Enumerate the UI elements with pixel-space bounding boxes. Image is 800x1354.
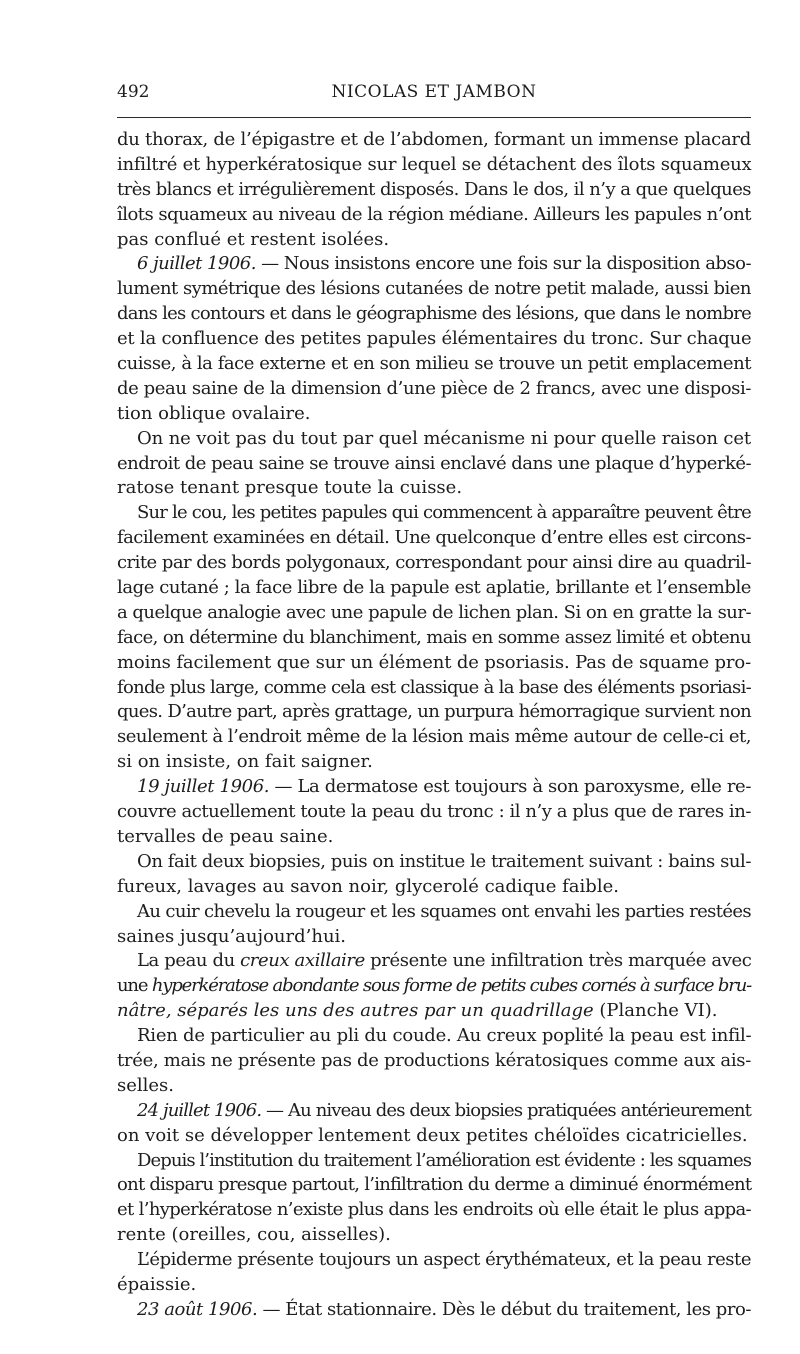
text-line: ques. D’autre part, après grattage, un purpura hémorragique survient non bbox=[117, 701, 752, 723]
paragraph bbox=[117, 850, 751, 900]
text-line: dans les contours et dans le géographisme des lésions, que dans le nombre bbox=[117, 303, 751, 325]
paragraph bbox=[117, 1024, 751, 1099]
text-line: a quelque analogie avec une papule de lichen plan. Si on en gratte la sur- bbox=[117, 601, 752, 623]
page-number: 492 bbox=[117, 82, 150, 102]
text-line: de peau saine de la dimension d’une pièce de 2 francs, avec une disposi- bbox=[117, 377, 751, 399]
text-line: On fait deux biopsies, puis on institue le traitement suivant : bains sul- bbox=[137, 850, 752, 872]
text-line: infiltré et hyperkératosique sur lequel se détachent des îlots squameux bbox=[117, 153, 752, 175]
text-line: selles. bbox=[117, 1074, 175, 1096]
text-line: fonde plus large, comme cela est classique à la base des éléments psoriasi- bbox=[117, 676, 752, 698]
text-line: et la confluence des petites papules élémentaires du tronc. Sur chaque bbox=[117, 328, 752, 350]
text-line: fureux, lavages au savon noir, glycerolé cadique faible. bbox=[117, 875, 619, 897]
text-line: pas conflué et restent isolées. bbox=[117, 228, 390, 250]
text-line: on voit se développer lentement deux petites chéloïdes cicatricielles. bbox=[117, 1124, 748, 1146]
paragraph bbox=[117, 949, 751, 1024]
text-line: endroit de peau saine se trouve ainsi enclavé dans une plaque d’hyperké- bbox=[117, 452, 752, 474]
text-line: une hyperkératose abondante sous forme de petits cubes cornés à surface bru- bbox=[117, 975, 752, 997]
paragraph bbox=[117, 128, 751, 252]
text-line: La peau du creux axillaire présente une infiltration très marquée avec bbox=[137, 950, 752, 972]
text-line: 6 juillet 1906. — Nous insistons encore une fois sur la disposition abso- bbox=[137, 253, 752, 275]
text-line: facilement examinées en détail. Une quelconque d’entre elles est circons- bbox=[117, 527, 752, 549]
text-line: Sur le cou, les petites papules qui commencent à apparaître peuvent être bbox=[137, 502, 751, 524]
paragraph bbox=[117, 1099, 751, 1149]
text-line: et l’hyperkératose n’existe plus dans les endroits où elle était le plus appa- bbox=[117, 1199, 751, 1221]
text-line: 23 août 1906. — État stationnaire. Dès le début du traitement, les pro- bbox=[137, 1298, 751, 1320]
text-line: moins facilement que sur un élément de psoriasis. Pas de squame pro- bbox=[117, 651, 752, 673]
text-line: rente (oreilles, cou, aisselles). bbox=[117, 1224, 391, 1246]
text-line: Rien de particulier au pli du coude. Au creux poplité la peau est infil- bbox=[137, 1025, 752, 1047]
text-line: 19 juillet 1906. — La dermatose est toujours à son paroxysme, elle re- bbox=[137, 776, 752, 798]
text-line: saines jusqu’aujourd’hui. bbox=[117, 925, 347, 947]
italic-text: creux axillaire bbox=[240, 950, 365, 972]
italic-text: hyperkératose abondante sous forme de petits cubes cornés à surface bru- bbox=[151, 975, 752, 997]
text-line: si on insiste, on fait saigner. bbox=[117, 751, 373, 773]
italic-text: 24 juillet 1906. bbox=[137, 1099, 262, 1121]
text-line: Au cuir chevelu la rougeur et les squames ont envahi les parties restées bbox=[137, 900, 751, 922]
paragraph bbox=[117, 252, 751, 426]
italic-text: nâtre, séparés les uns des autres par un quadrillage bbox=[117, 1000, 594, 1022]
text-line: nâtre, séparés les uns des autres par un quadrillage (Planche VI). bbox=[117, 1000, 718, 1022]
italic-text: 19 juillet 1906. bbox=[137, 776, 270, 798]
text-line: îlots squameux au niveau de la région médiane. Ailleurs les papules n’ont bbox=[117, 203, 751, 225]
text-line: L’épiderme présente toujours un aspect érythémateux, et la peau reste bbox=[137, 1249, 751, 1271]
paragraph bbox=[117, 900, 751, 950]
text-line: lument symétrique des lésions cutanées de notre petit malade, aussi bien bbox=[117, 278, 751, 300]
page-header bbox=[117, 82, 751, 112]
header-rule bbox=[117, 117, 751, 118]
text-line: tervalles de peau saine. bbox=[117, 825, 334, 847]
text-line: crite par des bords polygonaux, correspondant pour ainsi dire au quadril- bbox=[117, 552, 751, 574]
text-line: face, on détermine du blanchiment, mais en somme assez limité et obtenu bbox=[117, 626, 751, 648]
text-line: 24 juillet 1906. — Au niveau des deux biopsies pratiquées antérieurement bbox=[137, 1099, 751, 1121]
paragraph bbox=[117, 501, 751, 775]
text-line: On ne voit pas du tout par quel mécanisme ni pour quelle raison cet bbox=[137, 427, 752, 449]
text-line: très blancs et irrégulièrement disposés. Dans le dos, il n’y a que quelques bbox=[117, 178, 751, 200]
paragraph bbox=[117, 1248, 751, 1298]
text-line: épaissie. bbox=[117, 1273, 197, 1295]
running-title: NICOLAS ET JAMBON bbox=[331, 82, 537, 102]
text-line: Depuis l’institution du traitement l’amélioration est évidente : les squames bbox=[137, 1149, 752, 1171]
text-line: seulement à l’endroit même de la lésion mais même autour de celle-ci et, bbox=[117, 726, 752, 748]
body-text bbox=[117, 128, 751, 1323]
text-line: trée, mais ne présente pas de productions kératosiques comme aux ais- bbox=[117, 1049, 752, 1071]
paragraph bbox=[117, 1298, 751, 1323]
text-line: tion oblique ovalaire. bbox=[117, 402, 311, 424]
text-line: lage cutané ; la face libre de la papule est aplatie, brillante et l’ensemble bbox=[117, 577, 751, 599]
text-line: du thorax, de l’épigastre et de l’abdomen, formant un immense placard bbox=[117, 129, 752, 150]
text-line: couvre actuellement toute la peau du tronc : il n’y a plus que de rares in- bbox=[117, 801, 751, 823]
italic-text: 23 août 1906. bbox=[137, 1298, 258, 1320]
paragraph bbox=[117, 775, 751, 850]
paragraph bbox=[117, 427, 751, 502]
text-line: ratose tenant presque toute la cuisse. bbox=[117, 477, 463, 499]
paragraph bbox=[117, 1149, 751, 1249]
italic-text: 6 juillet 1906. bbox=[137, 253, 256, 275]
text-line: cuisse, à la face externe et en son milieu se trouve un petit emplacement bbox=[117, 353, 751, 375]
text-line: ont disparu presque partout, l’infiltration du derme a diminué énormément bbox=[117, 1174, 752, 1196]
